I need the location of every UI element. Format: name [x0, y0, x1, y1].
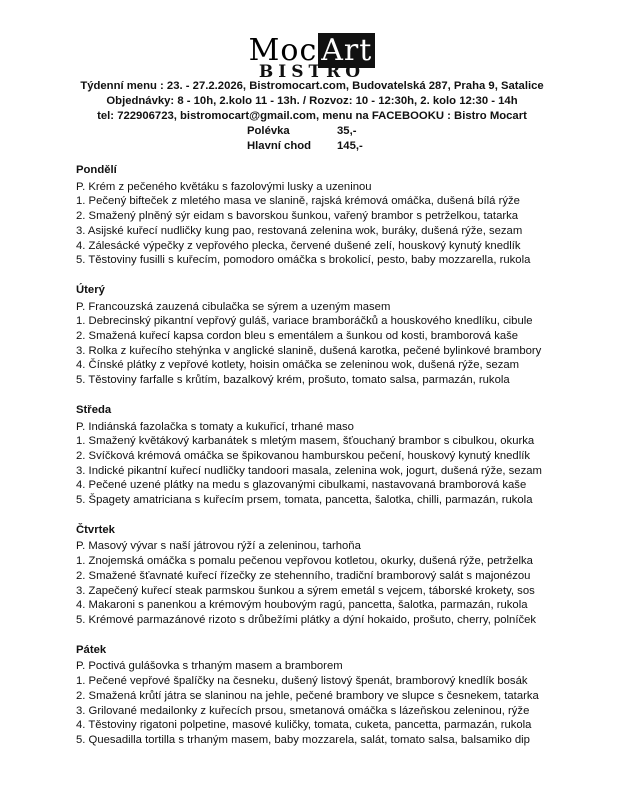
day-wednesday — [76, 403, 576, 508]
menu-item: P. Krém z pečeného květáku s fazolovými lusky a uzeninou — [76, 180, 372, 193]
weekly-menu — [76, 163, 576, 763]
menu-item: 3. Asijské kuřecí nudličky kung pao, restovaná zelenina wok, buráky, dušená rýže, sezam — [76, 224, 523, 237]
menu-item: 4. Zálesácké výpečky z vepřového plecka, červené dušené zelí, houskový kynutý knedlík — [76, 239, 521, 252]
menu-item: P. Indiánská fazolačka s tomaty a kukuřicí, trhané maso — [76, 420, 354, 433]
menu-item: 2. Smažený plněný sýr eidam s bavorskou šunkou, vařený brambor s petrželkou, tatarka — [76, 210, 519, 223]
menu-item: 2. Smažená kuřecí kapsa cordon bleu s ementálem a šunkou od kosti, bramborová kaše — [76, 330, 519, 343]
day-title: Pondělí — [76, 164, 117, 176]
menu-item: 4. Čínské plátky z vepřové kotlety, hoisin omáčka se zeleninou wok, dušená rýže, sezam — [76, 359, 520, 372]
header-line-dates: Týdenní menu : 23. - 27.2.2026, Bistromocart.com, Budovatelská 287, Praha 9, Satalice — [80, 80, 544, 92]
menu-item: 3. Rolka z kuřecího stehýnka v anglické slanině, dušená karotka, pečené bylinkové brambory — [76, 344, 542, 357]
menu-item: 3. Grilované medailonky z kuřecích prsou, smetanová omáčka s lázeňskou zeleninou, rýže — [76, 704, 530, 717]
day-title: Středa — [76, 403, 112, 416]
price-row-soup — [0, 124, 624, 139]
day-title: Čtvrtek — [76, 523, 115, 536]
menu-item: 2. Smažené šťavnaté kuřecí řízečky ze stehenního, tradiční bramborový salát s majonézou — [76, 569, 531, 582]
menu-item: P. Francouzská zauzená cibulačka se sýrem a uzeným masem — [76, 300, 391, 313]
day-monday — [76, 163, 576, 268]
price-label: Polévka — [247, 125, 290, 137]
price-row-main — [0, 139, 624, 154]
menu-item: 5. Špagety amatriciana s kuřecím prsem, tomata, pancetta, šalotka, chilli, parmazán, rukola — [76, 494, 533, 507]
menu-item: 5. Těstoviny fusilli s kuřecím, pomodoro omáčka s brokolicí, pesto, baby mozzarella, rukola — [76, 254, 531, 267]
menu-item: 3. Zapečený kuřecí steak parmskou šunkou a sýrem emetál s vejcem, táborské krokety, sos — [76, 584, 535, 597]
menu-item: 1. Pečený bifteček z mletého masa ve slanině, rajská krémová omáčka, dušená bílá rýže — [76, 195, 520, 208]
header-line-contact: tel: 722906723, bistromocart@gmail.com, menu na FACEBOOKU : Bistro Mocart — [97, 110, 527, 122]
menu-item: 1. Smažený květákový karbanátek s mletým masem, šťouchaný brambor s cibulkou, okurka — [76, 435, 535, 448]
day-title: Pátek — [76, 643, 107, 656]
menu-item: P. Masový vývar s naší játrovou rýží a zeleninou, tarhoňa — [76, 540, 361, 553]
day-thursday — [76, 523, 576, 628]
day-friday — [76, 643, 576, 748]
logo-text-art: Art — [318, 33, 375, 68]
header-line-hours: Objednávky: 8 - 10h, 2.kolo 11 - 13h. / Rozvoz: 10 - 12:30h, 2. kolo 12:30 - 14h — [106, 95, 518, 107]
price-value: 145,- — [337, 140, 363, 152]
menu-item: 3. Indické pikantní kuřecí nudličky tandoori masala, zelenina wok, jogurt, dušená rýže, sezam — [76, 464, 542, 477]
logo-text-moc: Moc — [248, 33, 318, 68]
menu-item: 4. Těstoviny rigatoni polpetine, masové kuličky, tomata, cuketa, pancetta, parmazán, rukola — [76, 719, 532, 732]
menu-header — [0, 79, 624, 154]
menu-item: 2. Svíčková krémová omáčka se špikovanou hamburskou pečení, houskový kynutý knedlík — [76, 449, 530, 462]
menu-item: 2. Smažená krůtí játra se slaninou na jehle, pečené brambory ve slupce s česnekem, tatarka — [76, 689, 539, 702]
menu-item: 4. Pečené uzené plátky na medu s glazovanými cibulkami, nastavovaná bramborová kaše — [76, 479, 527, 492]
price-value: 35,- — [337, 125, 357, 137]
menu-item: 5. Quesadilla tortilla s trhaným masem, baby mozzarela, salát, tomato salsa, balsamiko dip — [76, 733, 530, 746]
day-tuesday — [76, 283, 576, 388]
menu-item: 1. Pečené vepřové špalíčky na česneku, dušený listový špenát, bramborový knedlík bosák — [76, 675, 528, 688]
logo-text-bistro: BISTRO — [258, 62, 366, 82]
price-label: Hlavní chod — [247, 140, 312, 152]
menu-item: 5. Krémové parmazánové rizoto s drůbežími plátky a dýní hokaido, prošuto, cherry, polníček — [76, 613, 537, 626]
menu-item: P. Poctivá gulášovka s trhaným masem a bramborem — [76, 660, 343, 673]
day-title: Úterý — [76, 283, 105, 296]
menu-item: 4. Makaroni s panenkou a krémovým houbovým ragú, pancetta, šalotka, parmazán, rukola — [76, 599, 528, 612]
menu-item: 1. Znojemská omáčka s pomalu pečenou vepřovou kotletou, okurky, dušená rýže, petrželka — [76, 555, 533, 568]
bistro-logo — [0, 33, 624, 82]
menu-item: 1. Debrecinský pikantní vepřový guláš, variace bramboráčků a houskového knedlíku, cibule — [76, 315, 533, 328]
menu-item: 5. Těstoviny farfalle s krůtím, bazalkový krém, prošuto, tomato salsa, parmazán, rukola — [76, 374, 510, 387]
